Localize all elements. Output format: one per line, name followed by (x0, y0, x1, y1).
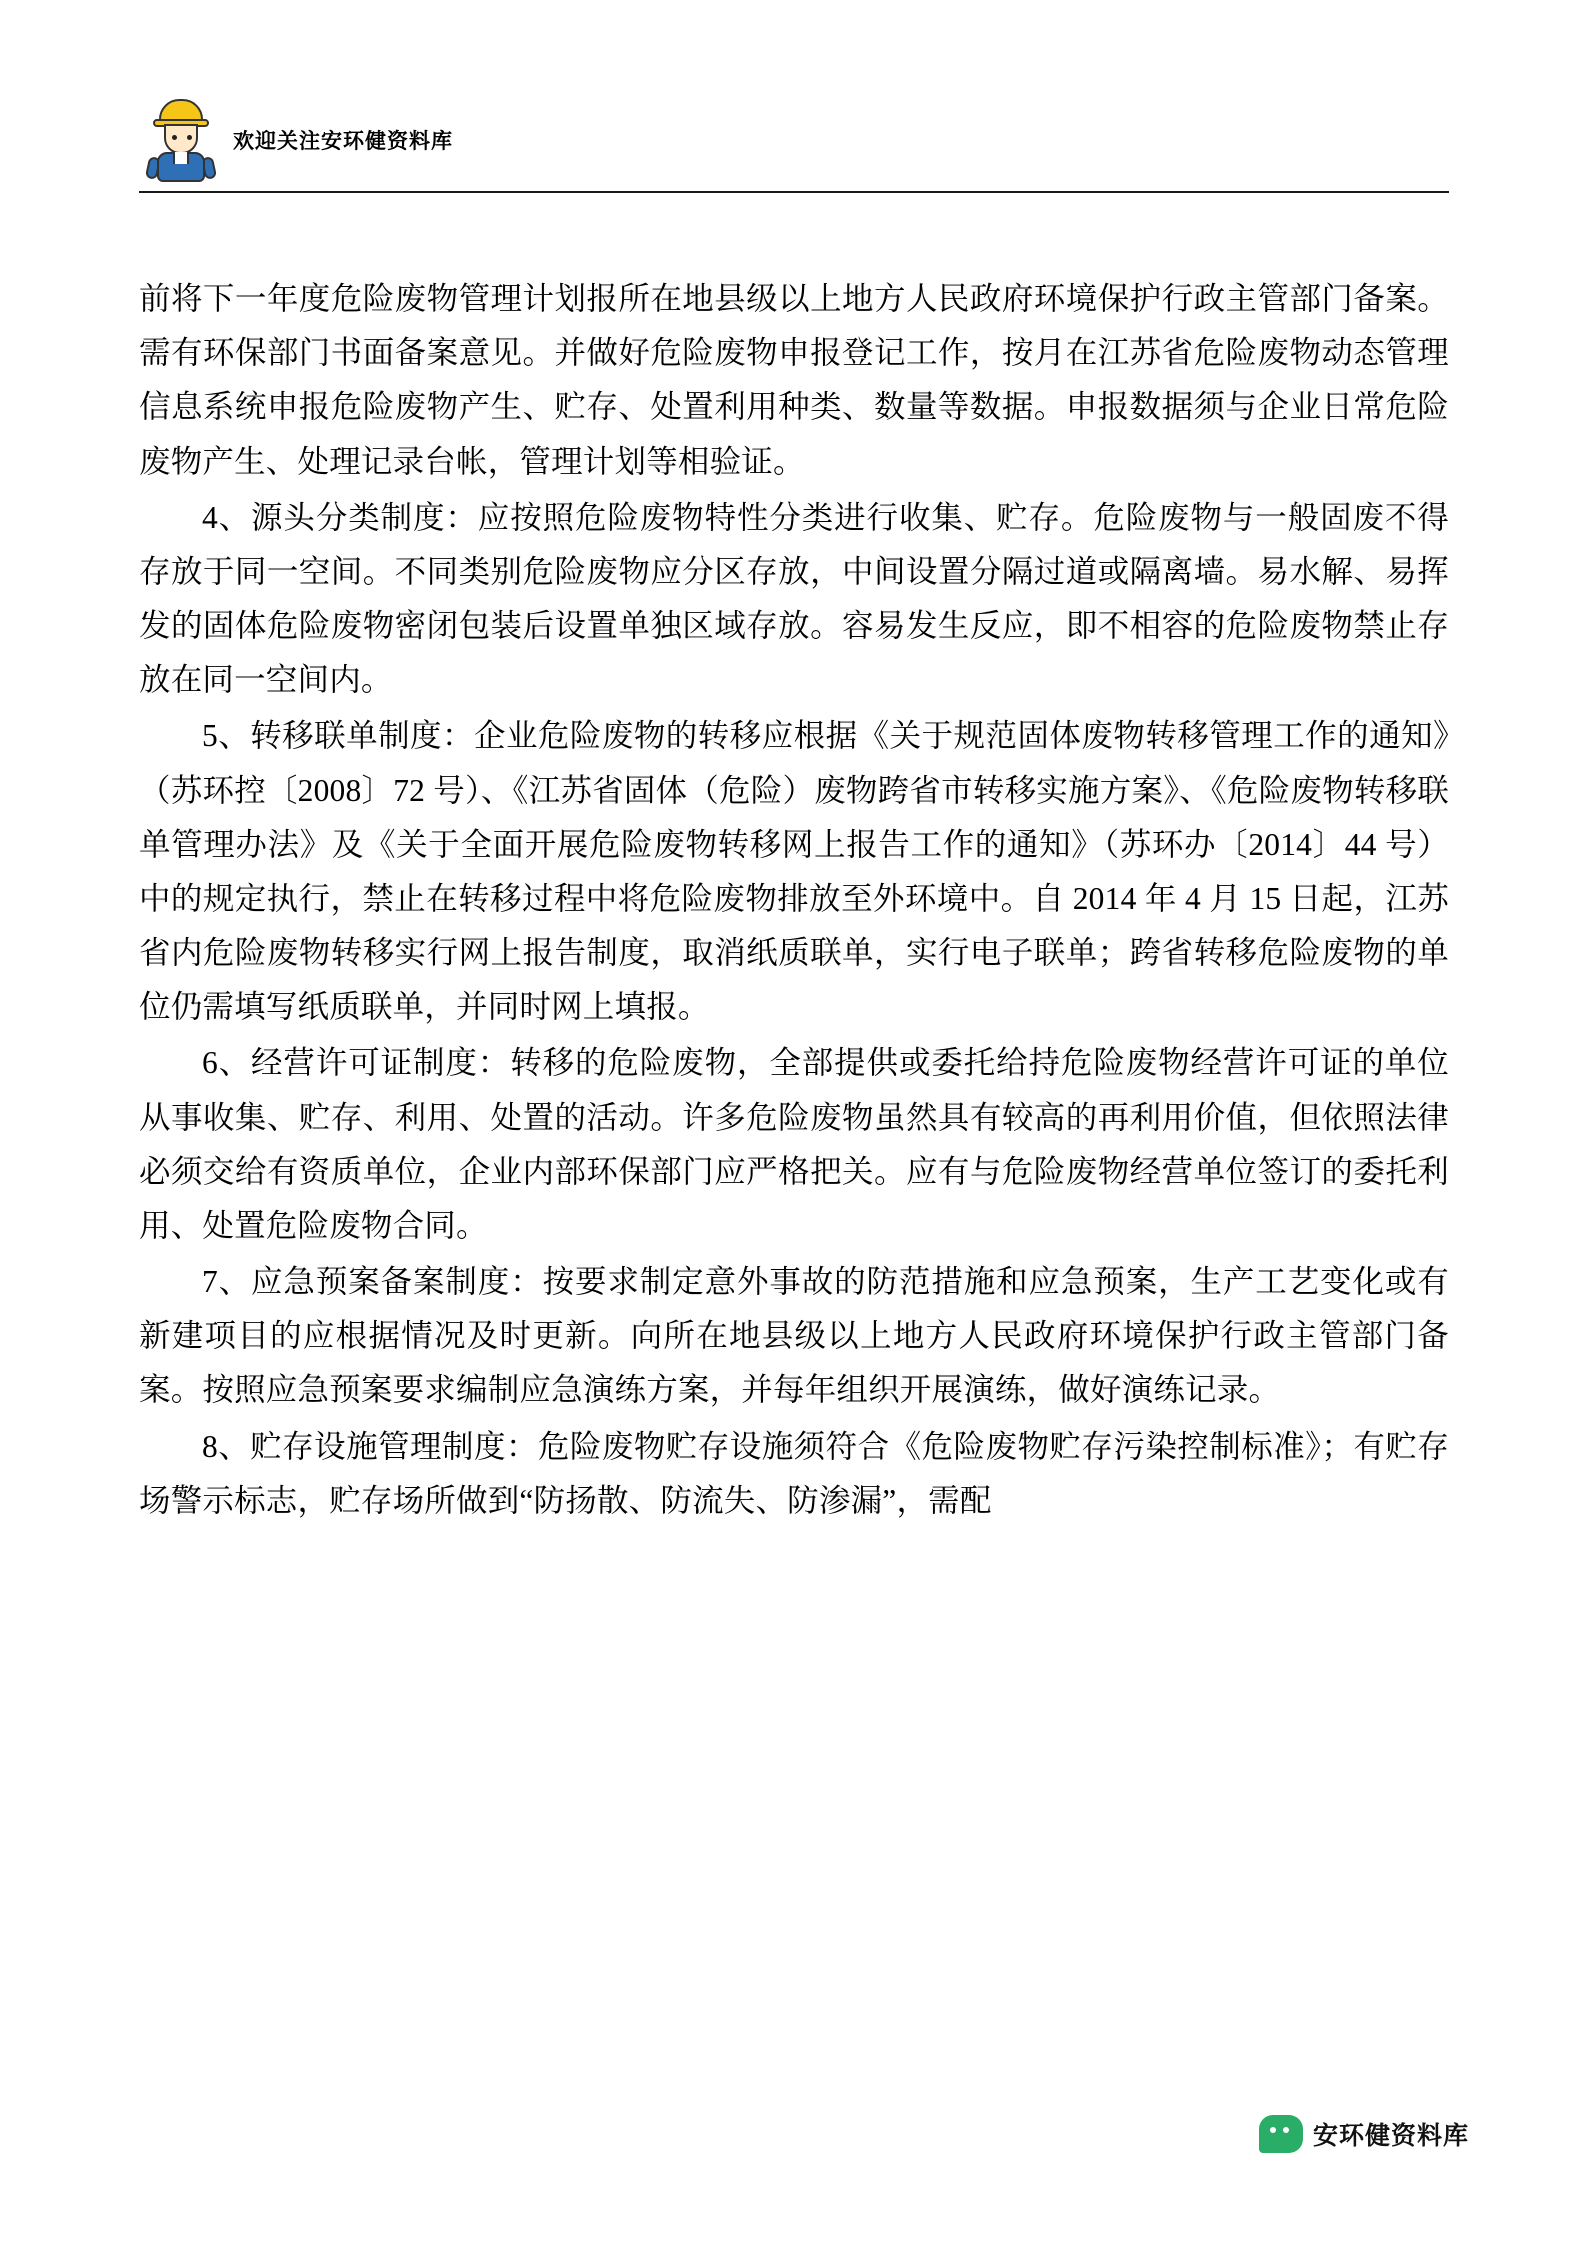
paragraph-item-4: 4、源头分类制度：应按照危险废物特性分类进行收集、贮存。危险废物与一般固废不得存放于同一空间。不同类别危险废物应分区存放，中间设置分隔过道或隔离墙。易水解、易挥发的固体危险废物密闭包装后设置单独区域存放。容易发生反应，即不相容的危险废物禁止存放在同一空间内。 (139, 499, 1449, 698)
paragraph-continued: 前将下一年度危险废物管理计划报所在地县级以上地方人民政府环境保护行政主管部门备案。需有环保部门书面备案意见。并做好危险废物申报登记工作，按月在江苏省危险废物动态管理信息系统申报危险废物产生、贮存、处置利用种类、数量等数据。申报数据须与企业日常危险废物产生、处理记录台帐，管理计划等相验证。 (139, 281, 1449, 479)
page-header (139, 95, 1449, 215)
wechat-icon (1259, 2115, 1303, 2153)
paragraph-item-6: 6、经营许可证制度：转移的危险废物，全部提供或委托给持危险废物经营许可证的单位从事收集、贮存、利用、处置的活动。许多危险废物虽然具有较高的再利用价值，但依照法律必须交给有资质单位，企业内部环保部门应严格把关。应有与危险废物经营单位签订的委托利用、处置危险废物合同。 (139, 1045, 1449, 1243)
paragraph-item-7: 7、应急预案备案制度：按要求制定意外事故的防范措施和应急预案，生产工艺变化或有新建项目的应根据情况及时更新。向所在地县级以上地方人民政府环境保护行政主管部门备案。按照应急预案要求编制应急演练方案，并每年组织开展演练，做好演练记录。 (139, 1264, 1449, 1408)
paragraph-item-8: 8、贮存设施管理制度：危险废物贮存设施须符合《危险废物贮存污染控制标准》；有贮存场警示标志，贮存场所做到“防扬散、防流失、防渗漏”，需配 (139, 1428, 1449, 1518)
header-divider (139, 191, 1449, 193)
document-body (139, 272, 1449, 1530)
header-brand-text: 欢迎关注安环健资料库 (233, 130, 453, 153)
footer-badge (1259, 2115, 1469, 2153)
worker-mascot-icon (147, 97, 215, 183)
header-brand (139, 95, 1449, 185)
paragraph-item-5: 5、转移联单制度：企业危险废物的转移应根据《关于规范固体废物转移管理工作的通知》（苏环控〔2008〕72 号）、《江苏省固体（危险）废物跨省市转移实施方案》、《危险废物转移联单管理办法》及《关于全面开展危险废物转移网上报告工作的通知》（苏环办〔2014〕44 号）中的规定执行，禁止在转移过程中将危险废物排放至外环境中。自 2014 年 4 月 15 日起，江苏省内危险废物转移实行网上报告制度，取消纸质联单，实行电子联单；跨省转移危险废物的单位仍需填写纸质联单，并同时网上填报。 (139, 718, 1449, 1025)
footer-badge-label: 安环健资料库 (1312, 2122, 1469, 2150)
